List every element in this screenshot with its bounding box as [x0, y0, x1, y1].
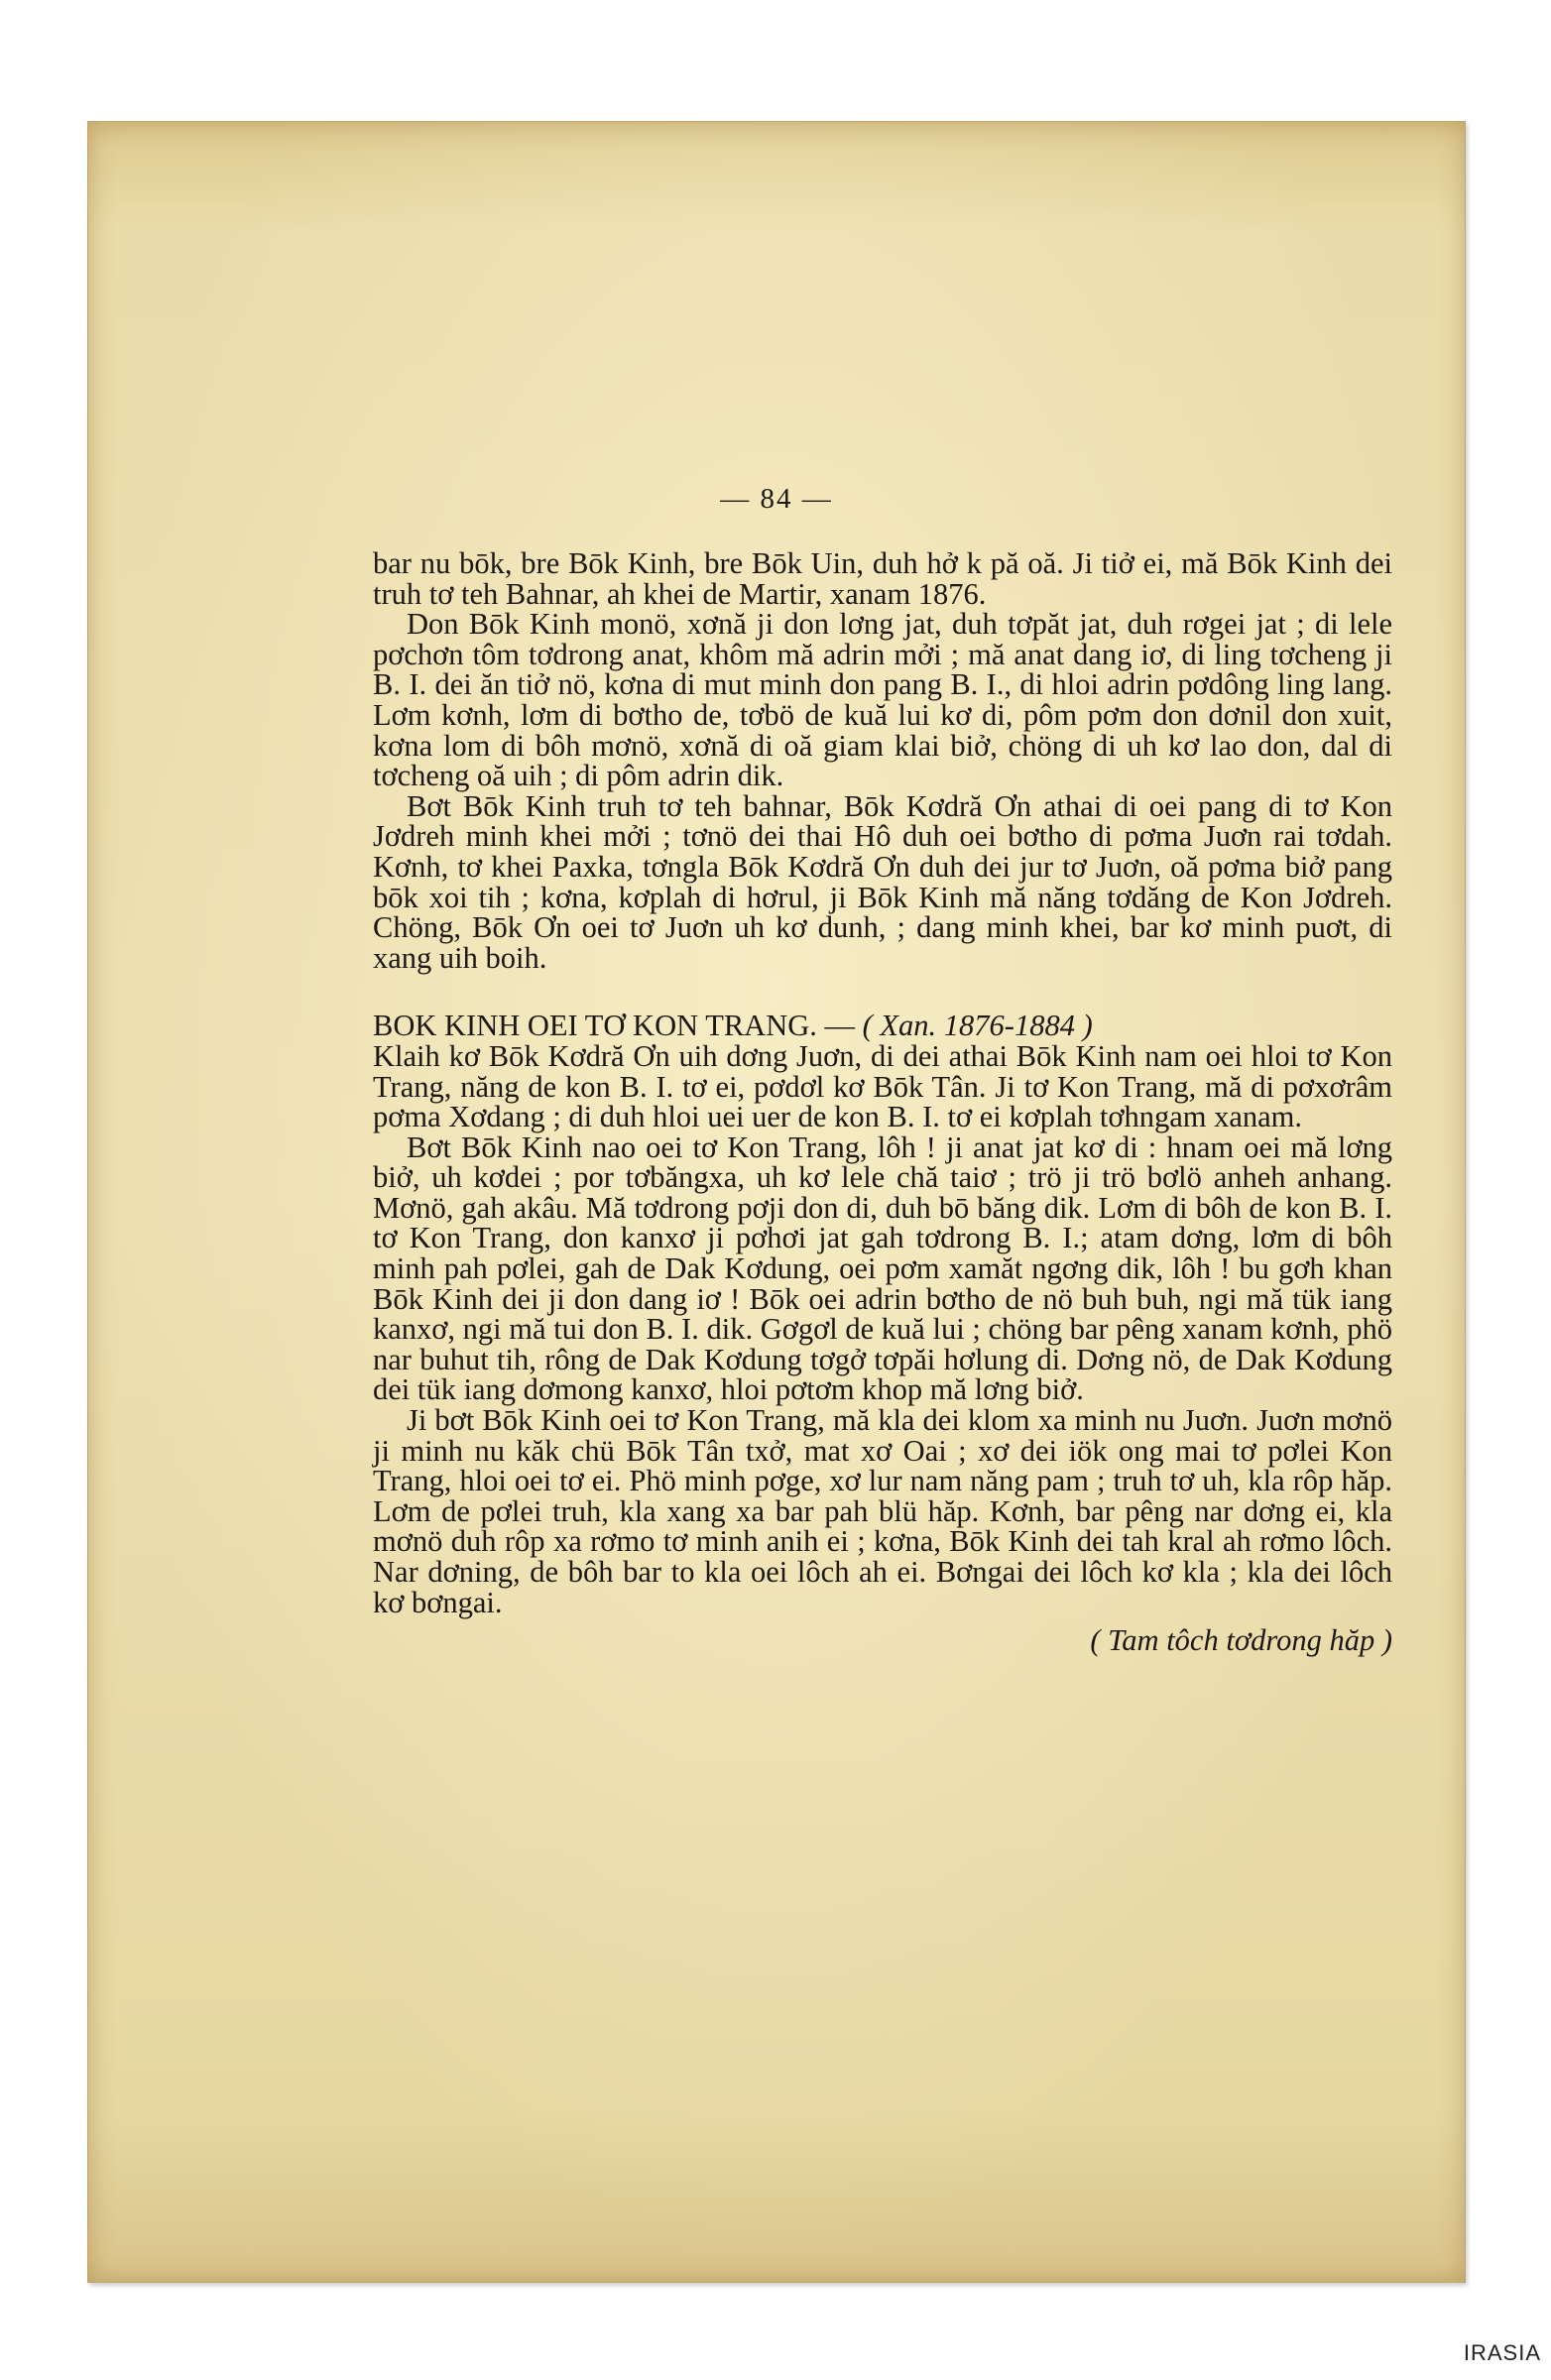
paragraph: Klaih kơ Bōk Kơdră Ơn uih dơng Juơn, di dei athai Bōk Kinh nam oei hloi tơ Kon Trang, năng de kon B. I. tơ ei, pơdơl kơ Bōk Tân. Ji tơ Kon Trang, mă di pơxơrâm pơma Xơdang ; di duh hloi uei uer de kon B. I. tơ ei kơplah tơhngam xanam. [373, 1038, 1392, 1134]
closing-note: ( Tam tôch tơdrong hăp ) [1090, 1623, 1392, 1658]
section-date: ( Xan. 1876-1884 ) [862, 1009, 1093, 1043]
document-page [87, 121, 1466, 2283]
paragraph-continuation: bar nu bōk, bre Bōk Kinh, bre Bōk Uin, duh hở k pă oă. Ji tiở ei, mă Bōk Kinh dei truh tơ teh Bahnar, ah khei de Martir, xanam 1876. [373, 546, 1392, 611]
body-text [373, 548, 1392, 1656]
paragraph: Bơt Bōk Kinh nao oei tơ Kon Trang, lôh ! ji anat jat kơ di : hnam oei mă lơng biở, uh kơdei ; por tơbăngxa, uh kơ lele chă taiơ ; trö ji trö bơlö anheh anhang. Mơnö, gah akâu. Mă tơdrong pơji don di, duh bō băng dik. Lơm di bôh de kon B. I. tơ Kon Trang, don kanxơ ji pơhơi jat gah tơdrong B. I.; atam dơng, lơm di bôh minh pah pơlei, gah de Dak Kơdung, oei pơm xamăt ngơng dik, lôh ! bu gơh khan Bōk Kinh dei ji don dang iơ ! Bōk oei adrin bơtho de nö buh buh, ngi mă tük iang kanxơ, ngi mă tui don B. I. dik. Gơgơl de kuă lui ; chöng bar pêng xanam kơnh, phö nar buhut tih, rông de Dak Kơdung tơgở tơpăi hơlung di. Dơng nö, de Dak Kơdung dei tük iang dơmong kanxơ, hloi pơtơm khop mă lơng biở. [373, 1130, 1392, 1407]
section-title: BOK KINH OEI TƠ KON TRANG. — [373, 1009, 856, 1043]
paragraph: Don Bōk Kinh monö, xơnă ji don lơng jat, duh tơpăt jat, duh rơgei jat ; di lele pơchơn tôm tơdrong anat, khôm mă adrin mởi ; mă anat dang iơ, di ling tơcheng ji B. I. dei ăn tiở nö, kơna di mut minh don pang B. I., di hloi adrin pơdông ling lang. Lơm kơnh, lơm di bơtho de, tơbö de kuă lui kơ di, pôm pơm don dơnil don xuit, kơna lom di bôh mơnö, xơnă di oă giam klai biở, chöng di uh kơ lao don, dal di tơcheng oă uih ; di pôm adrin dik. [373, 607, 1392, 793]
paragraph: Ji bơt Bōk Kinh oei tơ Kon Trang, mă kla dei klom xa minh nu Juơn. Juơn mơnö ji minh nu kăk chü Bōk Tân txở, mat xơ Oai ; xơ dei iök ong mai tơ pơlei Kon Trang, hloi oei tơ ei. Phö minh pơge, xơ lur nam năng pam ; truh tơ uh, kla rôp hăp. Lơm de pơlei truh, kla xang xa bar pah blü hăp. Kơnh, bar pêng nar dơng ei, kla mơnö duh rôp xa rơmo tơ minh anih ei ; kơna, Bōk Kinh dei tah kral ah rơmo lôch. Nar dơning, de bôh bar to kla oei lôch ah ei. Bơngai dei lôch kơ kla ; kla dei lôch kơ bơngai. [373, 1403, 1392, 1619]
page-number: — 84 — [720, 483, 833, 515]
watermark: IRASIA [1463, 2340, 1541, 2365]
section-heading [373, 1011, 1392, 1041]
paragraph: Bơt Bōk Kinh truh tơ teh bahnar, Bōk Kơdră Ơn athai di oei pang di tơ Kon Jơdreh minh khei mởi ; tơnö dei thai Hô duh oei bơtho di pơma Juơn rai tơdah. Kơnh, tơ khei Paxka, tơngla Bōk Kơdră Ơn duh dei jur tơ Juơn, oă pơma biở pang bōk xoi tih ; kơna, kơplah di hơrul, ji Bōk Kinh mă năng tơdăng de Kon Jơdreh. Chöng, Bōk Ơn oei tơ Juơn uh kơ dunh, ; dang minh khei, bar kơ minh puơt, di xang uih boih. [373, 788, 1392, 975]
